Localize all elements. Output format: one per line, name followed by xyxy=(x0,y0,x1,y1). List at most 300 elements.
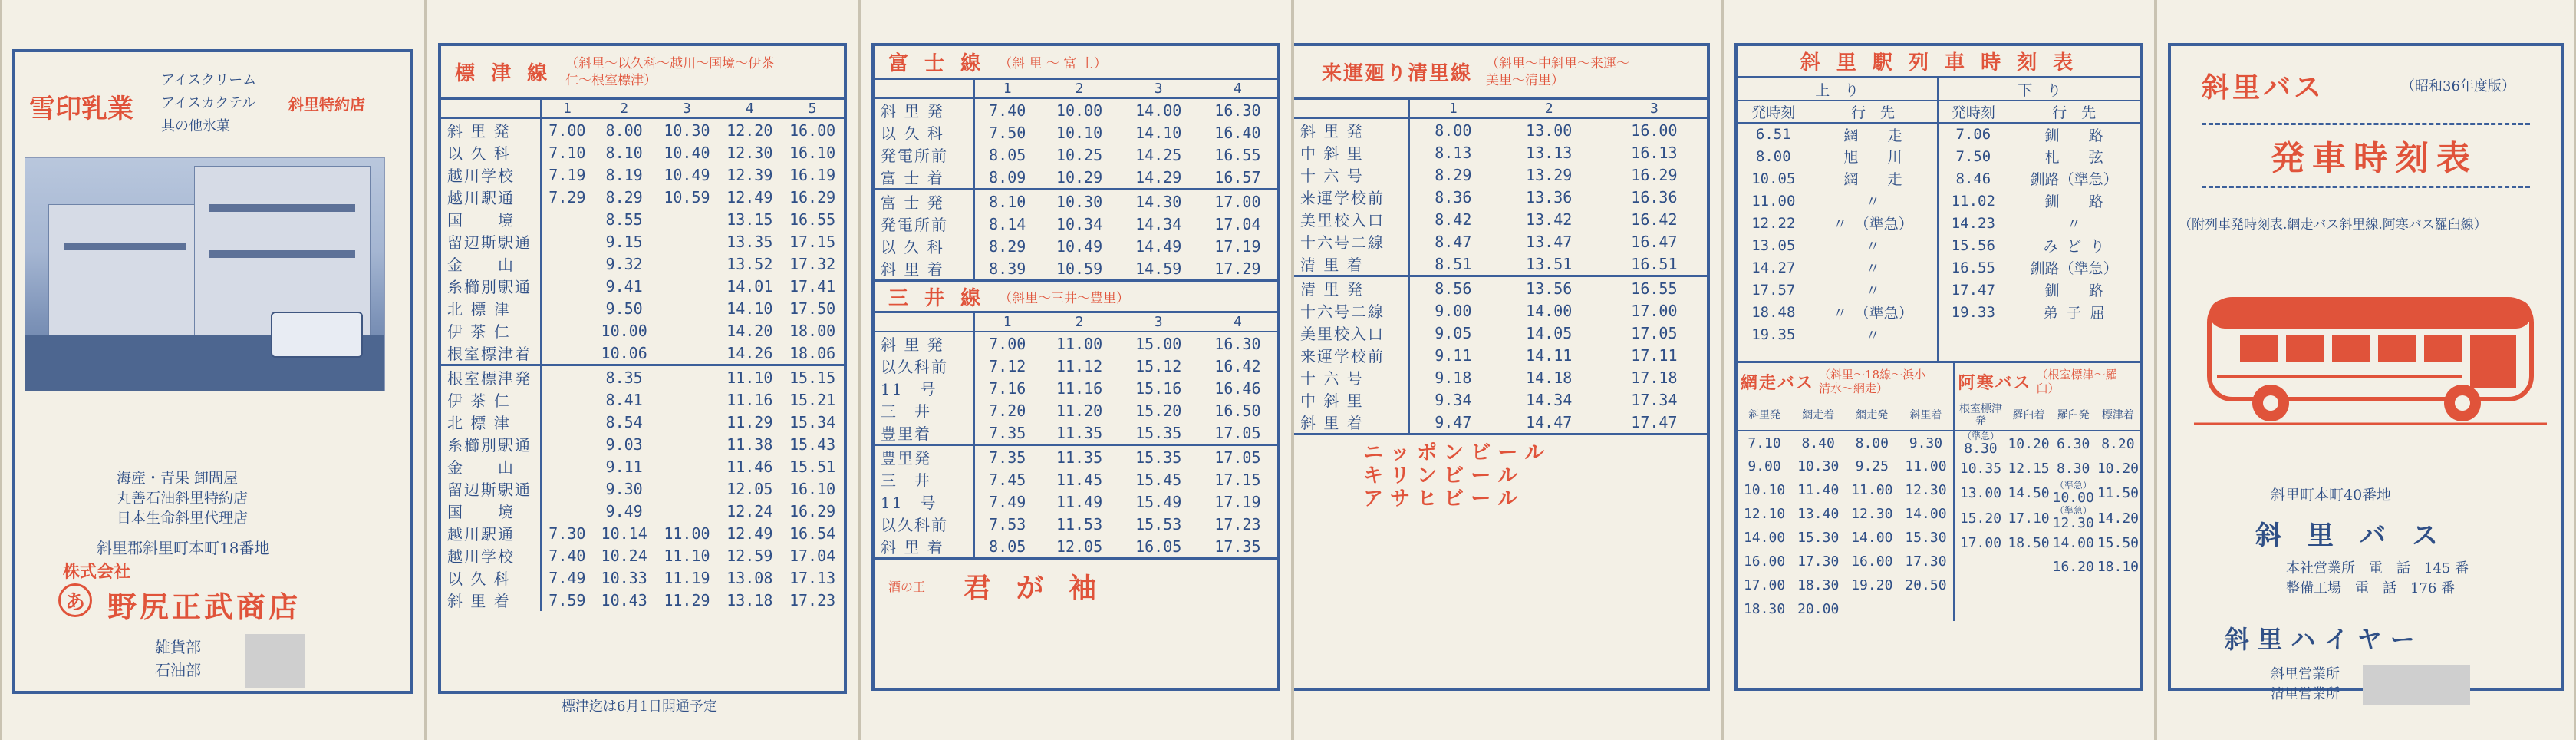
destination: 〃 xyxy=(1866,193,1881,210)
table-row xyxy=(1738,167,1937,190)
departure-time: 17.05 xyxy=(1631,323,1678,342)
departure-time: 15.51 xyxy=(789,457,836,476)
departure-time: 16.40 xyxy=(1214,123,1261,142)
departure-time: 17.15 xyxy=(1214,470,1261,489)
time-cell: 10.30 xyxy=(1797,458,1840,474)
departure-time xyxy=(541,365,593,389)
table-row xyxy=(1294,164,1707,186)
cover-divider xyxy=(2202,186,2530,188)
time-cell: 15.20 xyxy=(1959,510,2002,527)
departure-time xyxy=(541,477,593,500)
departure-time: 12.24 xyxy=(726,501,773,520)
destination: 釧 路 xyxy=(2044,282,2103,299)
departure-time: 11.16 xyxy=(726,390,773,409)
departure-time: 11.35 xyxy=(1039,445,1118,469)
departure-time: 11.02 xyxy=(1951,192,1995,210)
company-mark: あ xyxy=(64,590,85,614)
station-name: 北 標 津 xyxy=(441,297,541,319)
station-name: 伊 茶 仁 xyxy=(441,319,541,342)
departure-time: 19.33 xyxy=(1951,303,1995,321)
departure-time: 11.16 xyxy=(1056,378,1103,398)
departure-time: 17.00 xyxy=(1198,190,1277,213)
departure-time xyxy=(656,433,719,455)
departure-time: 17.13 xyxy=(789,568,836,587)
table-row xyxy=(1939,190,2141,212)
departure-time xyxy=(656,365,719,389)
departure-time xyxy=(541,297,593,319)
departure-time: 13.56 xyxy=(1497,276,1602,300)
departure-time xyxy=(656,455,719,477)
time-cell: 18.30 xyxy=(1743,601,1786,617)
train-title: 斜 里 駅 列 車 時 刻 表 xyxy=(1800,51,2078,74)
fuji-timetable xyxy=(875,80,1277,279)
destination: 〃 xyxy=(1866,282,1881,299)
station-name: 十 六 号 xyxy=(1294,164,1409,186)
departure-time: 12.05 xyxy=(726,479,773,498)
redacted-phone xyxy=(2363,665,2470,705)
table-row xyxy=(441,544,844,567)
column-header: 2 xyxy=(593,100,656,118)
table-row xyxy=(441,388,844,411)
departure-time: 13.36 xyxy=(1526,187,1573,206)
station-name: 美里校入口 xyxy=(1294,208,1409,230)
station-name: 国 境 xyxy=(441,208,541,230)
table-row xyxy=(1294,118,1707,141)
departure-time: 14.29 xyxy=(1135,167,1182,187)
table-row xyxy=(1955,506,2141,531)
sake-label: 酒の王 xyxy=(888,580,926,594)
departure-time: 7.29 xyxy=(548,187,586,206)
station-name: 越川駅通 xyxy=(441,186,541,208)
departure-time: 16.47 xyxy=(1631,232,1678,251)
column-header: 2 xyxy=(1039,313,1118,332)
table-row xyxy=(1939,256,2141,279)
column-header-row xyxy=(1738,101,1937,123)
departure-time: 13.00 xyxy=(1526,121,1573,140)
direction-row xyxy=(1738,78,1937,101)
destination: 釧 路 xyxy=(2044,193,2103,210)
station-name: 以 久 科 xyxy=(875,121,974,144)
table-row xyxy=(441,567,844,589)
beer-brand: ニ ッ ポ ン ビ ー ル xyxy=(1363,441,1545,464)
mitsui-route: （斜里〜三井〜豊里） xyxy=(999,290,1130,306)
agency-line: 海産・青果 卸問屋 xyxy=(117,470,239,487)
abashiri-titlebar xyxy=(1738,363,1953,400)
departure-time: 14.26 xyxy=(726,343,773,362)
station-name: 斜 里 着 xyxy=(875,257,974,279)
departure-time: 17.04 xyxy=(789,546,836,565)
table-row xyxy=(1738,502,1953,526)
time-cell: 17.00 xyxy=(1959,535,2002,551)
office-phone: 176 番 xyxy=(2410,580,2456,596)
train-titlebar xyxy=(1738,46,2140,78)
time-cell: 20.00 xyxy=(1797,601,1840,617)
departure-time: 17.23 xyxy=(1214,514,1261,534)
departure-time: 14.10 xyxy=(726,299,773,318)
departure-time: 11.49 xyxy=(1056,492,1103,511)
akan-title: 阿寒バス xyxy=(1958,372,2032,393)
departure-time xyxy=(656,208,719,230)
time-cell: 14.00 xyxy=(1905,506,1947,522)
time-cell: 10.35 xyxy=(1959,461,2002,477)
table-row xyxy=(875,399,1277,421)
departure-time: 14.23 xyxy=(1951,214,1995,232)
train-down-table xyxy=(1939,78,2141,323)
table-row xyxy=(875,377,1277,399)
departure-time: 10.14 xyxy=(601,524,647,543)
station-name: 発電所前 xyxy=(875,213,974,235)
column-header: 網走発 xyxy=(1845,400,1899,431)
column-header: 斜里発 xyxy=(1738,400,1791,431)
table-row xyxy=(1955,457,2141,481)
departure-time: 7.06 xyxy=(1955,126,1991,143)
table-row xyxy=(875,235,1277,257)
table-row xyxy=(441,141,844,164)
departure-time: 10.06 xyxy=(601,343,647,362)
destination: 〃 xyxy=(2067,216,2082,233)
departure-time: 14.59 xyxy=(1135,259,1182,278)
kiyosato-title: 来運廻り清里線 xyxy=(1322,62,1473,85)
departure-time: 13.47 xyxy=(1526,232,1573,251)
direction-row xyxy=(1939,78,2141,101)
shop-photo xyxy=(25,157,385,391)
station-name: 富 士 発 xyxy=(875,190,974,213)
station-name: 以久科前 xyxy=(875,355,974,377)
column-header: 1 xyxy=(974,313,1039,332)
column-header: 3 xyxy=(656,100,719,118)
departure-time: 18.48 xyxy=(1751,303,1796,321)
departure-time: 12.59 xyxy=(726,546,773,565)
departure-time: 7.40 xyxy=(989,101,1026,120)
company-type: 株式会社 xyxy=(63,562,131,582)
departure-time xyxy=(656,230,719,253)
departure-time: 10.24 xyxy=(601,546,647,565)
departure-time xyxy=(541,275,593,297)
departure-time: 8.54 xyxy=(605,412,643,431)
table-row xyxy=(1738,256,1937,279)
header-blank xyxy=(875,80,974,98)
table-row xyxy=(875,144,1277,166)
departure-time: 14.11 xyxy=(1526,345,1573,365)
departure-time: 12.20 xyxy=(726,121,773,140)
cover-attached: （附列車発時刻表.網走バス斜里線.阿寒バス羅臼線） xyxy=(2179,217,2487,233)
destination: 網 走 xyxy=(1843,127,1902,144)
beer-advert xyxy=(1294,433,1707,510)
table-row xyxy=(1294,208,1707,230)
table-row xyxy=(441,297,844,319)
departure-time: 17.23 xyxy=(789,590,836,610)
time-cell: 15.30 xyxy=(1905,530,1947,546)
departure-time: 16.51 xyxy=(1631,254,1678,273)
table-row xyxy=(1294,141,1707,164)
time-cell: 8.20 xyxy=(2101,436,2135,452)
table-row xyxy=(1738,431,1953,454)
station-name: 斜 里 発 xyxy=(875,98,974,121)
departure-time: 7.50 xyxy=(989,123,1026,142)
time-cell: 8.40 xyxy=(1801,434,1835,451)
column-header: 羅臼着 xyxy=(2006,400,2051,431)
departure-time: 7.49 xyxy=(989,492,1026,511)
departure-time: 16.30 xyxy=(1214,334,1261,353)
departure-time: 16.42 xyxy=(1631,210,1678,229)
table-row xyxy=(1738,478,1953,502)
express-note: （準急） xyxy=(2054,505,2092,516)
departure-time: 11.35 xyxy=(1056,423,1103,442)
departure-time: 11.53 xyxy=(1056,514,1103,534)
hire-office: 清里営業所 xyxy=(2271,686,2340,702)
departure-time: 10.30 xyxy=(1039,190,1118,213)
column-header-row xyxy=(1738,400,1953,431)
departure-time: 17.19 xyxy=(1214,236,1261,256)
time-cell: （準急） 12.30 xyxy=(2052,505,2094,531)
departure-time: 11.10 xyxy=(718,365,781,389)
time-cell: 10.20 xyxy=(2008,436,2050,452)
destination: 〃 xyxy=(1866,238,1881,255)
departure-time: 13.51 xyxy=(1526,254,1573,273)
destination: 〃 （準急） xyxy=(1833,216,1913,233)
product-item: 其の他氷菓 xyxy=(161,118,230,134)
departure-time: 10.33 xyxy=(601,568,647,587)
departure-time: 13.13 xyxy=(1526,143,1573,162)
departure-time: 8.36 xyxy=(1435,187,1472,206)
fuji-titlebar xyxy=(875,46,1277,80)
table-row xyxy=(1294,344,1707,366)
departure-time: 17.18 xyxy=(1631,368,1678,387)
column-header-row xyxy=(875,80,1277,98)
akan-timetable xyxy=(1955,400,2141,579)
station-name: 留辺斯駅通 xyxy=(441,477,541,500)
table-row xyxy=(441,275,844,297)
departure-time: 8.39 xyxy=(989,259,1026,278)
destination: 〃 xyxy=(1866,327,1881,344)
departure-time: 11.10 xyxy=(664,546,710,565)
cover-hire: 斜 里 ハ イ ヤ ー xyxy=(2225,625,2415,654)
office-name: 本社営業所 xyxy=(2286,560,2355,576)
departure-time: 10.25 xyxy=(1056,145,1103,164)
departure-time: 17.41 xyxy=(789,276,836,296)
station-name: 十六号二線 xyxy=(1294,230,1409,253)
direction-label: 下 り xyxy=(1939,78,2141,101)
column-header-row xyxy=(875,313,1277,332)
time-cell: 11.50 xyxy=(2097,485,2139,501)
table-row xyxy=(1939,301,2141,323)
table-row xyxy=(441,455,844,477)
departure-time: 17.04 xyxy=(1214,214,1261,233)
departure-time: 10.00 xyxy=(1056,101,1103,120)
column-header: 2 xyxy=(1497,100,1602,118)
station-name: 斜 里 着 xyxy=(1294,411,1409,433)
departure-time: 14.30 xyxy=(1119,190,1198,213)
departure-time: 17.19 xyxy=(1214,492,1261,511)
panel-train-timetable xyxy=(1722,0,2156,740)
office-line xyxy=(2286,579,2469,599)
departure-time: 16.55 xyxy=(789,210,836,229)
column-header-row xyxy=(1294,100,1707,118)
departure-time: 18.00 xyxy=(789,321,836,340)
departure-time: 16.42 xyxy=(1214,356,1261,375)
departure-time: 16.55 xyxy=(1214,145,1261,164)
mitsui-titlebar xyxy=(875,279,1277,313)
departure-time: 16.36 xyxy=(1631,187,1678,206)
departure-time: 16.00 xyxy=(789,121,836,140)
table-row xyxy=(441,319,844,342)
time-cell: 8.30 xyxy=(2057,461,2090,477)
departure-time: 7.35 xyxy=(974,445,1039,469)
table-row xyxy=(875,213,1277,235)
departure-time: 11.12 xyxy=(1056,356,1103,375)
departure-time: 16.29 xyxy=(789,501,836,520)
agency-line: 丸善石油斜里特約店 xyxy=(117,490,249,507)
table-row xyxy=(1294,230,1707,253)
agency-line: 日本生命斜里代理店 xyxy=(117,510,249,527)
departure-time: 10.49 xyxy=(1056,236,1103,256)
bus-illustration xyxy=(2194,276,2547,438)
column-header: 4 xyxy=(1198,80,1277,98)
departure-time: 9.03 xyxy=(605,434,643,454)
departure-time: 14.27 xyxy=(1751,259,1796,276)
header-blank xyxy=(1294,100,1409,118)
departure-time: 8.47 xyxy=(1435,232,1472,251)
station-name: 発電所前 xyxy=(875,144,974,166)
column-header: 4 xyxy=(718,100,781,118)
column-header: 斜里着 xyxy=(1899,400,1952,431)
direction-label: 上 り xyxy=(1738,78,1937,101)
departure-time: 13.18 xyxy=(726,590,773,610)
header-blank xyxy=(441,100,541,118)
departure-time: 17.34 xyxy=(1631,390,1678,409)
train-up-table xyxy=(1738,78,1937,345)
time-cell: 9.25 xyxy=(1855,458,1889,474)
column-header: 行 先 xyxy=(1810,101,1937,123)
table-row xyxy=(875,332,1277,355)
table-row xyxy=(1294,276,1707,300)
time-cell: 17.30 xyxy=(1905,553,1947,570)
destination: 〃 xyxy=(1866,260,1881,277)
departure-time: 12.30 xyxy=(726,143,773,162)
station-name: 以久科前 xyxy=(875,513,974,535)
department-label: 石油部 xyxy=(155,661,201,679)
departure-time: 8.13 xyxy=(1435,143,1472,162)
departure-time: 16.50 xyxy=(1214,401,1261,420)
company-logo xyxy=(58,583,92,617)
table-row xyxy=(441,186,844,208)
departure-time: 10.59 xyxy=(1056,259,1103,278)
table-row xyxy=(1294,366,1707,388)
table-row xyxy=(875,445,1277,469)
column-header: 網走着 xyxy=(1791,400,1845,431)
station-name: 豊里着 xyxy=(875,421,974,445)
destination: 札 弦 xyxy=(2044,149,2103,166)
departure-time xyxy=(541,388,593,411)
time-cell: （準急） 8.30 xyxy=(1955,431,2007,457)
departure-time: 8.19 xyxy=(605,165,643,184)
departure-time xyxy=(656,253,719,275)
station-name: 越川駅通 xyxy=(441,522,541,544)
departure-time: 7.10 xyxy=(548,143,586,162)
departure-time: 15.21 xyxy=(789,390,836,409)
beer-brand: キ リ ン ビ ー ル xyxy=(1363,464,1518,487)
departure-time: 17.11 xyxy=(1631,345,1678,365)
office-phone: 145 番 xyxy=(2424,560,2469,576)
destination: み ど り xyxy=(2043,238,2105,255)
departure-time: 17.00 xyxy=(1631,301,1678,320)
departure-time: 9.11 xyxy=(1435,345,1472,365)
time-cell: 18.50 xyxy=(2008,535,2050,551)
departure-time: 8.14 xyxy=(989,214,1026,233)
time-cell: 12.10 xyxy=(1743,506,1786,522)
shibetsu-title: 標 津 線 xyxy=(455,62,552,85)
station-name: 糸櫛別駅通 xyxy=(441,275,541,297)
office-phone-label: 電 話 xyxy=(2355,580,2396,596)
time-cell: 13.00 xyxy=(1959,485,2002,501)
table-row xyxy=(441,230,844,253)
station-name: 中 斜 里 xyxy=(1294,388,1409,411)
time-cell: （準急） 10.00 xyxy=(2052,480,2094,506)
time-cell: 9.30 xyxy=(1909,434,1943,451)
department-label: 雑貨部 xyxy=(155,638,201,656)
column-header: 4 xyxy=(1198,313,1277,332)
station-name: 11 号 xyxy=(875,491,974,513)
departure-time xyxy=(541,342,593,365)
destination: 網 走 xyxy=(1843,171,1902,188)
departure-time: 16.00 xyxy=(1631,121,1678,140)
panel-fuji-mitsui xyxy=(859,0,1293,740)
column-header: 羅臼発 xyxy=(2051,400,2096,431)
departure-time: 8.42 xyxy=(1435,210,1472,229)
time-cell: 14.00 xyxy=(1851,530,1893,546)
panel-kiyosato-line xyxy=(1293,0,1722,740)
departure-time xyxy=(656,500,719,522)
station-name: 斜 里 着 xyxy=(875,535,974,557)
office-name: 整備工場 xyxy=(2286,580,2341,596)
table-row xyxy=(441,589,844,611)
station-name: 十六号二線 xyxy=(1294,299,1409,322)
departure-time xyxy=(656,319,719,342)
departure-time: 10.29 xyxy=(1056,167,1103,187)
departure-time: 9.11 xyxy=(605,457,643,476)
departure-time: 8.55 xyxy=(605,210,643,229)
departure-time xyxy=(541,253,593,275)
departure-time: 10.30 xyxy=(664,121,710,140)
fuji-title: 富 士 線 xyxy=(888,52,986,75)
departure-time: 8.10 xyxy=(974,190,1039,213)
table-row xyxy=(875,121,1277,144)
time-cell: 15.30 xyxy=(1797,530,1840,546)
shibetsu-titlebar xyxy=(441,46,844,100)
table-row xyxy=(875,355,1277,377)
departure-time: 9.15 xyxy=(605,232,643,251)
departure-time: 9.05 xyxy=(1435,323,1472,342)
station-name: 三 井 xyxy=(875,468,974,491)
office-phone-label: 電 話 xyxy=(2369,560,2410,576)
departure-time: 15.49 xyxy=(1135,492,1182,511)
departure-time: 9.49 xyxy=(605,501,643,520)
departure-time: 16.54 xyxy=(789,524,836,543)
table-row xyxy=(441,411,844,433)
abashiri-timetable xyxy=(1738,400,1953,621)
time-cell: 18.30 xyxy=(1797,577,1840,593)
table-row xyxy=(1939,212,2141,234)
departure-time: 15.15 xyxy=(781,365,844,389)
time-cell: 19.20 xyxy=(1851,577,1893,593)
departure-time xyxy=(541,319,593,342)
departure-time: 15.16 xyxy=(1135,378,1182,398)
table-row xyxy=(1738,550,1953,573)
table-row xyxy=(1939,234,2141,256)
redacted-phone xyxy=(245,634,305,688)
departure-time: 13.08 xyxy=(726,568,773,587)
departure-time: 13.05 xyxy=(1751,236,1796,254)
